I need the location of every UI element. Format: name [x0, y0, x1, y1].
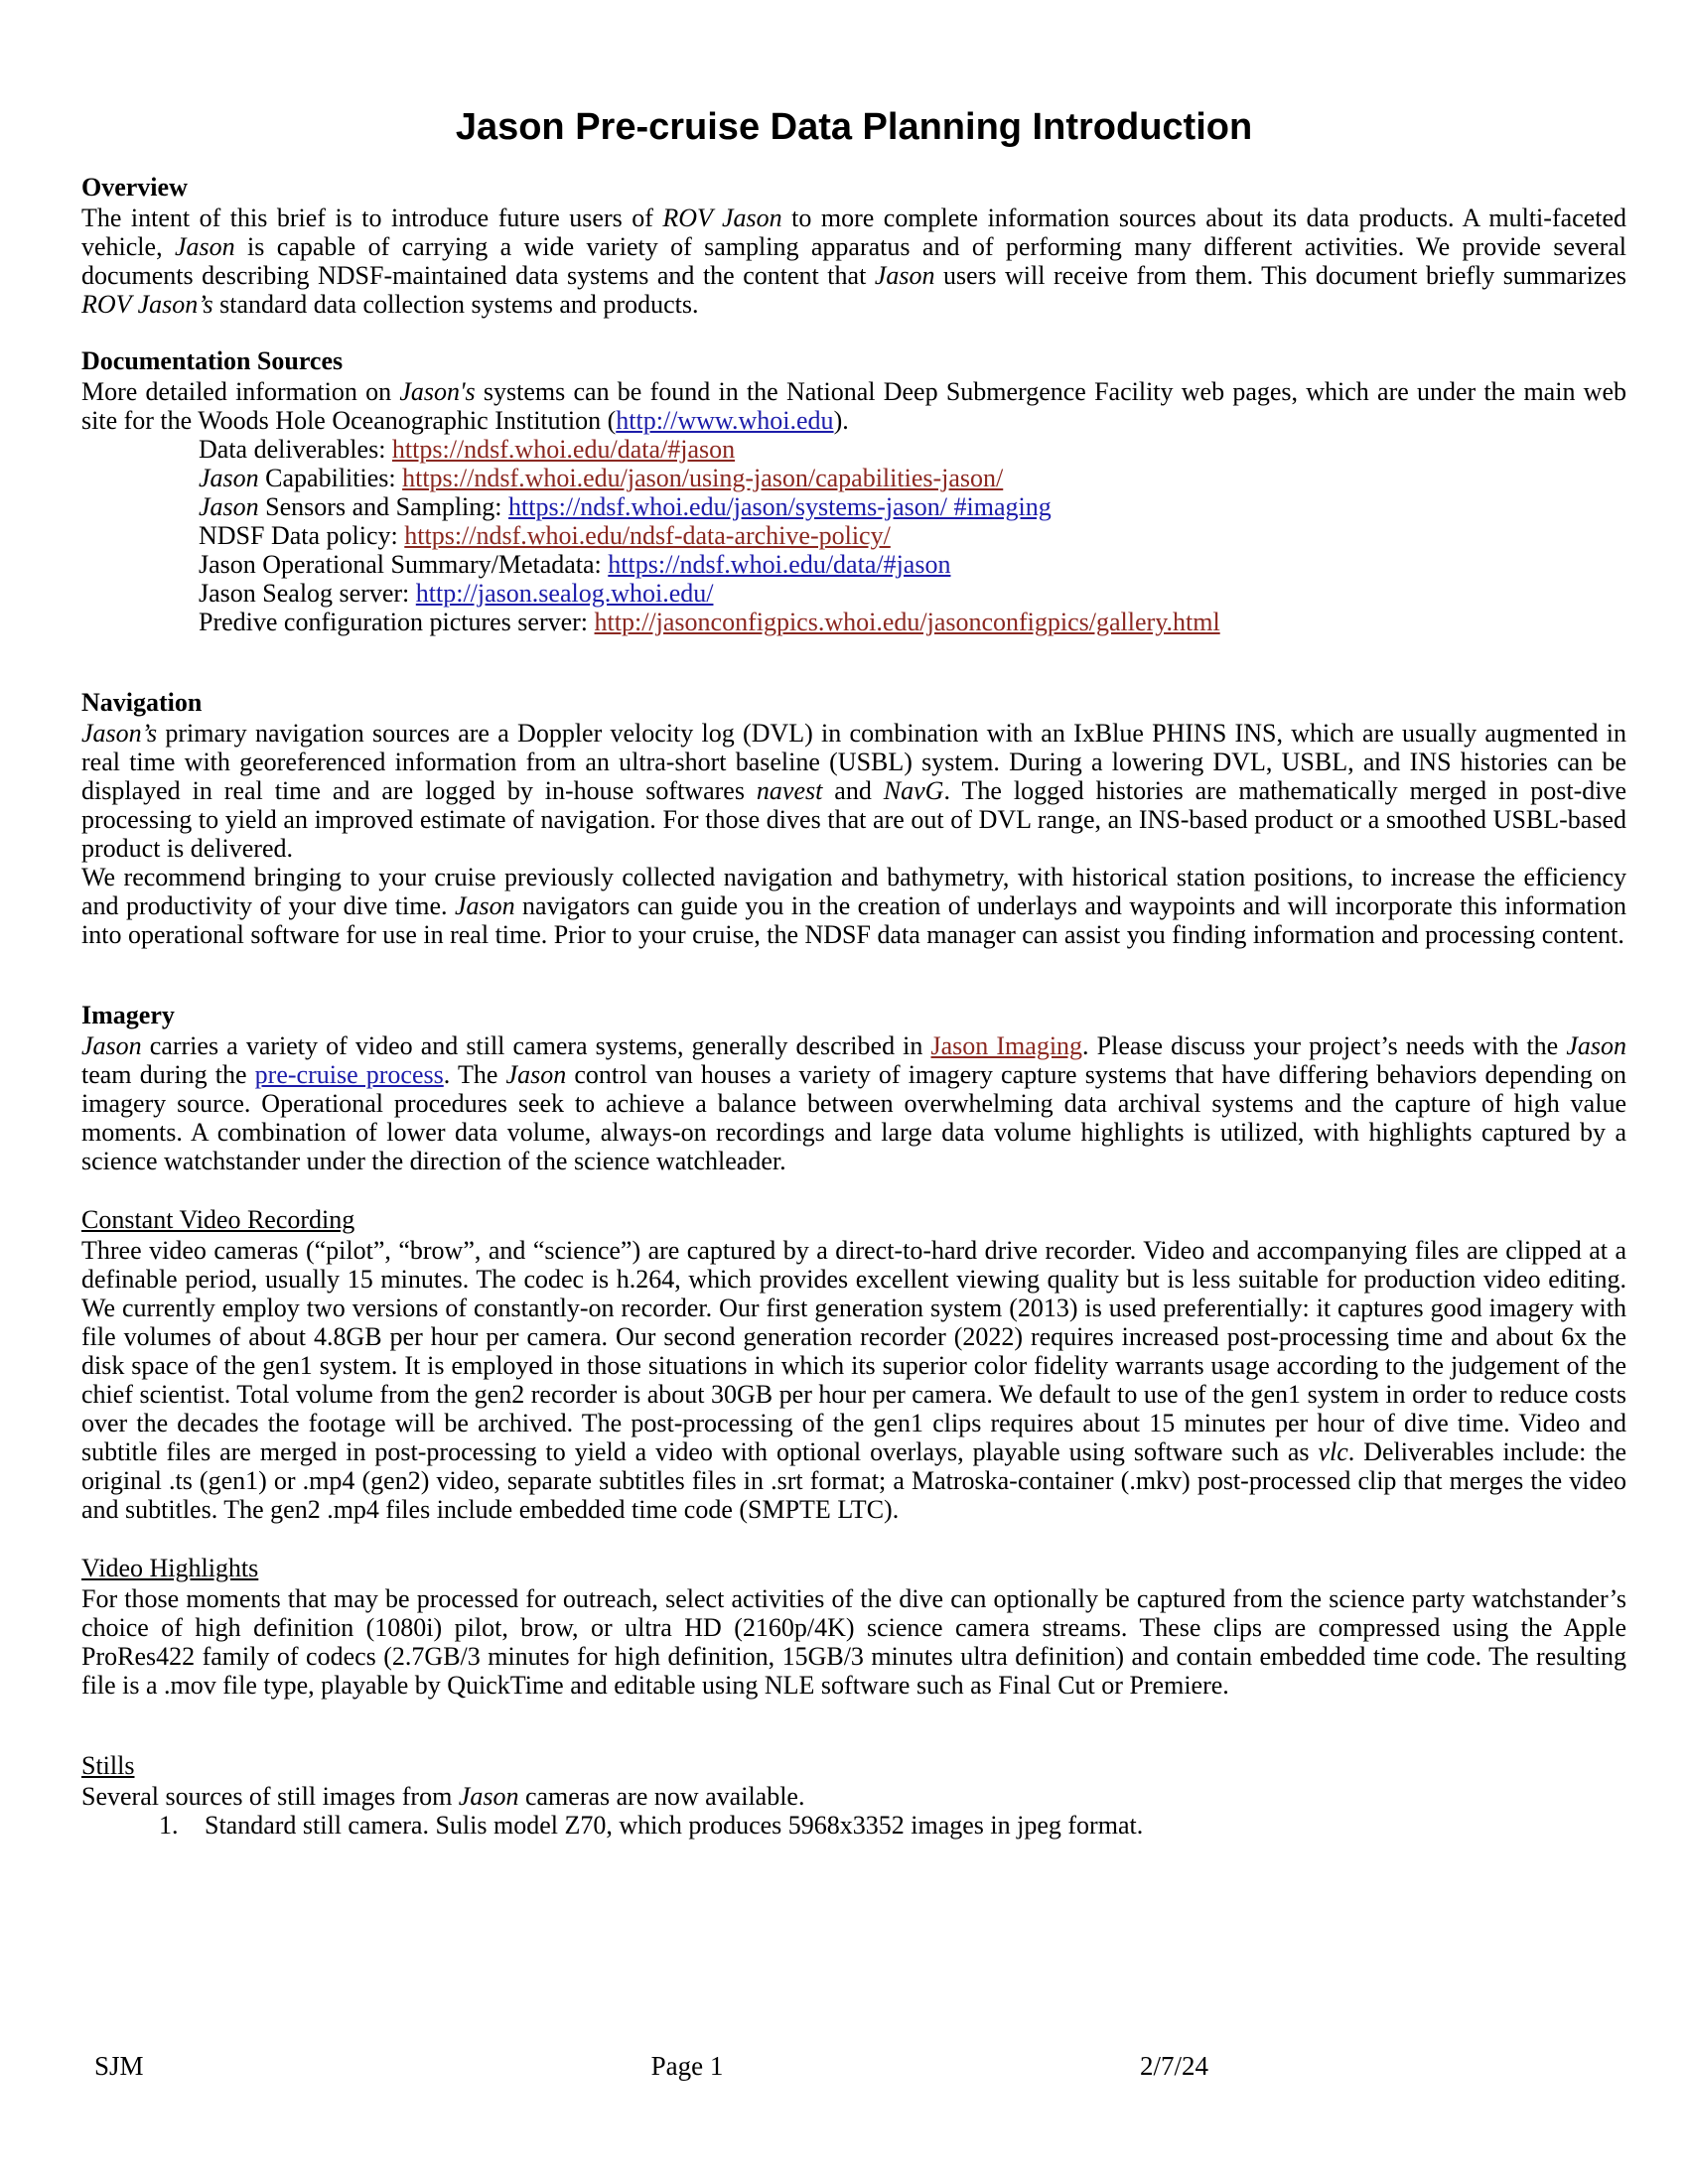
text-run: Jason: [81, 1031, 142, 1060]
text-run: navest: [756, 776, 823, 805]
hyperlink[interactable]: https://ndsf.whoi.edu/ndsf-data-archive-policy/: [404, 521, 891, 550]
text-run: standard data collection systems and products.: [212, 290, 699, 319]
paragraph: [81, 1031, 1626, 1175]
heading-text: Documentation Sources: [81, 346, 344, 375]
text-run: For those moments that may be processed for outreach, select activities of the dive can optionally be captured from the science party watchstander’s choice of high definition (1080i) pilot, brow, or ultra HD (2160p/4K) science camera streams. These clips are compressed using the Apple ProRes422 family of codecs (2.7GB/3 minutes for high definition, 15GB/3 minutes ultra definition) and contain embedded time code. The resulting file is a .mov file type, playable by QuickTime and editable using NLE software such as Final Cut or Premiere.: [81, 1584, 1626, 1700]
link-line: [81, 435, 1626, 464]
text-run: Jason Operational Summary/Metadata:: [199, 550, 609, 579]
text-run: carries a variety of video and still camera systems, generally described in: [141, 1031, 931, 1060]
text-run: is capable of carrying a wide variety of sampling apparatus and of performing many different activities. We provide several documents describing NDSF-maintained data systems and the content that: [81, 232, 1626, 290]
heading-overview: [81, 173, 1626, 202]
heading-text: Imagery: [81, 1001, 175, 1029]
text-run: Jason: [1566, 1031, 1626, 1060]
text-run: ROV Jason: [662, 204, 782, 232]
text-run: Jason: [199, 492, 259, 521]
heading-text: Overview: [81, 173, 188, 202]
heading-navigation: [81, 688, 1626, 717]
paragraph: [81, 377, 1626, 435]
heading-stills: [81, 1751, 1626, 1780]
text-run: users will receive from them. This document briefly summarizes: [934, 261, 1626, 290]
text-run: ).: [833, 406, 849, 435]
text-run: Capabilities:: [258, 464, 403, 492]
hyperlink[interactable]: https://ndsf.whoi.edu/jason/using-jason/capabilities-jason/: [402, 464, 1004, 492]
text-run: NavG: [883, 776, 944, 805]
text-run: . Deliverables include: the original .ts (gen1) or .mp4 (gen2) video, separate subtitles files in .srt format; a Matroska-container (.mkv) post-processed clip that merges the video and subtitles. The gen2 .mp4 files include embedded time code (SMPTE LTC).: [81, 1437, 1626, 1524]
text-run: . The: [443, 1060, 506, 1089]
list-number: 1.: [159, 1811, 179, 1840]
paragraph: [81, 719, 1626, 863]
text-run: Jason Sealog server:: [199, 579, 416, 608]
text-run: Several sources of still images from: [81, 1782, 459, 1811]
paragraph: [81, 204, 1626, 319]
link-line: [81, 550, 1626, 579]
heading-text: Video Highlights: [81, 1554, 259, 1582]
link-line: [81, 492, 1626, 521]
text-run: . Please discuss your project’s needs with the: [1082, 1031, 1567, 1060]
text-run: Standard still camera. Sulis model Z70, which produces 5968x3352 images in jpeg format.: [205, 1811, 1144, 1840]
hyperlink[interactable]: http://www.whoi.edu: [616, 406, 834, 435]
text-run: More detailed information on: [81, 377, 400, 406]
link-line: [81, 464, 1626, 492]
text-run: . The logged histories are mathematically merged in post-dive processing to yield an improved estimate of navigation. For those dives that are out of DVL range, an INS-based product or a smoothed USBL-based product is delivered.: [81, 776, 1626, 863]
link-line: [81, 579, 1626, 608]
hyperlink[interactable]: https://ndsf.whoi.edu/data/#jason: [608, 550, 951, 579]
text-run: Data deliverables:: [199, 435, 392, 464]
text-run: to more complete information sources about its data products. A multi-faceted vehicle,: [81, 204, 1626, 261]
text-run: Predive configuration pictures server:: [199, 608, 595, 636]
footer-date: 2/7/24: [1140, 2051, 1209, 2081]
heading-constant-video-recording: [81, 1205, 1626, 1234]
text-run: Jason: [505, 1060, 567, 1089]
text-run: Jason: [199, 464, 259, 492]
text-run: We recommend bringing to your cruise previously collected navigation and bathymetry, with historical station positions, to increase the efficiency and productivity of your dive time.: [81, 863, 1626, 920]
paragraph: [81, 1584, 1626, 1700]
hyperlink[interactable]: https://ndsf.whoi.edu/data/#jason: [391, 435, 736, 464]
text-run: Jason’s: [81, 719, 158, 748]
heading-text: Navigation: [81, 688, 203, 717]
text-run: primary navigation sources are a Doppler velocity log (DVL) in combination with an IxBlue PHINS INS, which are usually augmented in real time with georeferenced information from an ultra-short baseline (USBL) system. During a lowering DVL, USBL, and INS histories can be displayed in real time and are logged by in-house softwares: [81, 719, 1626, 805]
hyperlink[interactable]: http://jasonconfigpics.whoi.edu/jasonconfigpics/gallery.html: [594, 608, 1220, 636]
heading-text: Stills: [81, 1751, 135, 1780]
heading-imagery: [81, 1001, 1626, 1029]
heading-video-highlights: [81, 1554, 1626, 1582]
paragraph: [81, 1782, 1626, 1811]
hyperlink[interactable]: Jason Imaging: [930, 1031, 1083, 1060]
text-run: Jason: [454, 891, 515, 920]
footer-author: SJM: [94, 2051, 144, 2081]
paragraph: [81, 1236, 1626, 1524]
text-run: and: [822, 776, 884, 805]
text-run: Three video cameras (“pilot”, “brow”, and “science”) are captured by a direct-to-hard drive recorder. Video and accompanying files are clipped at a definable period, usually 15 minutes. The codec is h.264, which provides excellent viewing quality but is less suitable for production video editing. We currently employ two versions of constantly-on recorder. Our first generation system (2013) is used preferentially: it captures good imagery with file volumes of about 4.8GB per hour per camera. Our second generation recorder (2022) requires increased post-processing time and about 6x the disk space of the gen1 system. It is employed in those situations in which its superior color fidelity warrants usage according to the judgement of the chief scientist. Total volume from the gen2 recorder is about 30GB per hour per camera. We default to use of the gen1 system in order to reduce costs over the decades the footage will be archived. The post-processing of the gen1 clips requires about 15 minutes per hour of dive time. Video and subtitle files are merged in post-processing to yield a video with optional overlays, playable using software such as: [81, 1236, 1626, 1466]
footer-page-number: Page 1: [650, 2051, 724, 2081]
heading-documentation-sources: [81, 346, 1626, 375]
document-body: [81, 173, 1626, 1840]
document-title: Jason Pre-cruise Data Planning Introduction: [455, 106, 1253, 148]
text-run: navigators can guide you in the creation of underlays and waypoints and will incorporate this information into operational software for use in real time. Prior to your cruise, the NDSF data manager can assist you finding information and processing content.: [81, 891, 1626, 949]
text-run: team during the: [81, 1060, 255, 1089]
text-run: ROV Jason’s: [81, 290, 213, 319]
text-run: control van houses a variety of imagery capture systems that have differing behaviors depending on imagery source. Operational procedures seek to achieve a balance between overwhelming data archival systems and the capture of high value moments. A combination of lower data volume, always-on recordings and large data volume highlights is utilized, with highlights captured by a science watchstander under the direction of the science watchleader.: [81, 1060, 1626, 1175]
link-line: [81, 521, 1626, 550]
text-run: Jason: [458, 1782, 519, 1811]
hyperlink[interactable]: https://ndsf.whoi.edu/jason/systems-jason/ #imaging: [508, 492, 1052, 521]
text-run: systems can be found in the National Deep Submergence Facility web pages, which are under the main web site for the Woods Hole Oceanographic Institution (: [81, 377, 1626, 435]
paragraph: [81, 863, 1626, 949]
text-run: Jason: [874, 261, 935, 290]
text-run: Jason's: [399, 377, 476, 406]
text-run: Sensors and Sampling:: [258, 492, 509, 521]
text-run: The intent of this brief is to introduce future users of: [81, 204, 663, 232]
hyperlink[interactable]: http://jason.sealog.whoi.edu/: [415, 579, 714, 608]
list-item: [81, 1811, 1626, 1840]
text-run: NDSF Data policy:: [199, 521, 405, 550]
text-run: Jason: [174, 232, 235, 261]
text-run: cameras are now available.: [518, 1782, 805, 1811]
hyperlink[interactable]: pre-cruise process: [254, 1060, 444, 1089]
link-line: [81, 608, 1626, 636]
heading-text: Constant Video Recording: [81, 1205, 355, 1234]
document-content: [81, 0, 1626, 1840]
text-run: vlc: [1318, 1437, 1348, 1466]
